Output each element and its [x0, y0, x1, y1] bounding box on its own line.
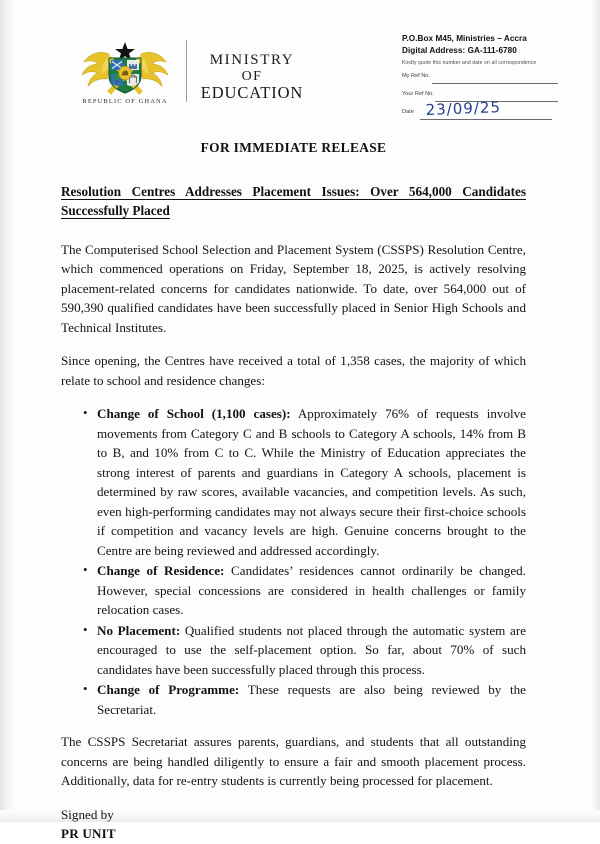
my-ref-rule [432, 83, 558, 84]
crest-caption: REPUBLIC OF GHANA [82, 98, 168, 105]
bullet-text: Candidates’ residences cannot ordinarily be changed. However, special concessions are considered in health challenges or family relocation cases. [97, 563, 526, 618]
list-item [61, 621, 526, 680]
ministry-name-block [192, 52, 312, 103]
letterhead [0, 0, 600, 122]
postal-address-line: P.O.Box M45, Ministries – Accra [402, 34, 527, 43]
letterhead-divider [186, 40, 187, 102]
signed-by-line: Signed by [61, 806, 114, 822]
bullet-text: These requests are also being reviewed by the Secretariat. [97, 682, 526, 717]
paragraph-3: The CSSPS Secretariat assures parents, guardians, and students that all outstanding concerns are being handled diligently to ensure a fair and smooth placement process. Additionally, data for re-entry students is currently being processed for placement. [61, 734, 526, 789]
ministry-line-2: OF [241, 68, 263, 84]
ghana-coat-of-arms-icon [71, 38, 179, 96]
headline: Resolution Centres Addresses Placement Issues: Over 564,000 Candidates Successfully Placed [61, 184, 526, 219]
digital-address-line: Digital Address: GA-111-6780 [402, 45, 517, 55]
bullet-label: No Placement: [97, 622, 181, 638]
date-label: Date [402, 109, 414, 116]
date-row [402, 98, 558, 120]
coat-of-arms-block [66, 38, 184, 105]
case-category-list [61, 404, 526, 719]
bullet-label: Change of Programme: [97, 682, 240, 698]
release-title: FOR IMMEDIATE RELEASE [200, 140, 387, 155]
handwritten-date-value: 23/09/25 [425, 98, 502, 120]
bullet-text: Approximately 76% of requests involve movements from Category C and B schools to Category A schools, 14% from B to B, and 10% from C to C. While the Ministry of Education appreciates the strong interest of parents and guardians in Category A schools, placement is determined by raw scores, available vacancies, and competition levels. As such, even high-performing candidates may not always secure their first-choice schools if competition and vacancy levels are high. Genuine concerns brought to the Centre are being reviewed and addressed accordingly. [97, 406, 526, 558]
bullet-label: Change of School (1,100 cases): [97, 406, 291, 422]
ministry-line-1: MINISTRY [209, 52, 295, 68]
scan-edge-left [0, 0, 14, 822]
my-ref-label: My Ref No. [402, 73, 430, 80]
ministry-line-3: EDUCATION [200, 83, 304, 103]
sign-off: PR UNIT [61, 826, 116, 842]
paragraph-1: The Computerised School Selection and Placement System (CSSPS) Resolution Centre, which commenced operations on Friday, September 18, 2025, is actively resolving placement-related concerns for candidates nationwide. To date, over 564,000 out of 590,390 qualified candidates have been successfully placed in Senior High Schools and Technical Institutes. [61, 241, 526, 335]
list-item [61, 561, 526, 620]
paragraph-2: Since opening, the Centres have received a total of 1,358 cases, the majority of which relate to school and residence changes: [61, 353, 526, 388]
list-item [61, 680, 526, 719]
your-ref-label: Your Ref No. [402, 91, 434, 98]
list-item [61, 404, 526, 560]
press-release-body [61, 140, 526, 844]
bullet-label: Change of Residence: [97, 563, 225, 579]
my-ref-row [402, 71, 558, 84]
address-reference-block [402, 33, 558, 120]
scan-edge-right [590, 0, 600, 822]
date-rule [420, 119, 552, 120]
quote-reference-note: Kindly quote this number and date on all correspondence [402, 60, 537, 67]
bullet-text: Qualified students not placed through the automatic system are encouraged to use the self-placement option. So far, about 70% of such candidates have been successfully placed through this process. [97, 622, 526, 677]
